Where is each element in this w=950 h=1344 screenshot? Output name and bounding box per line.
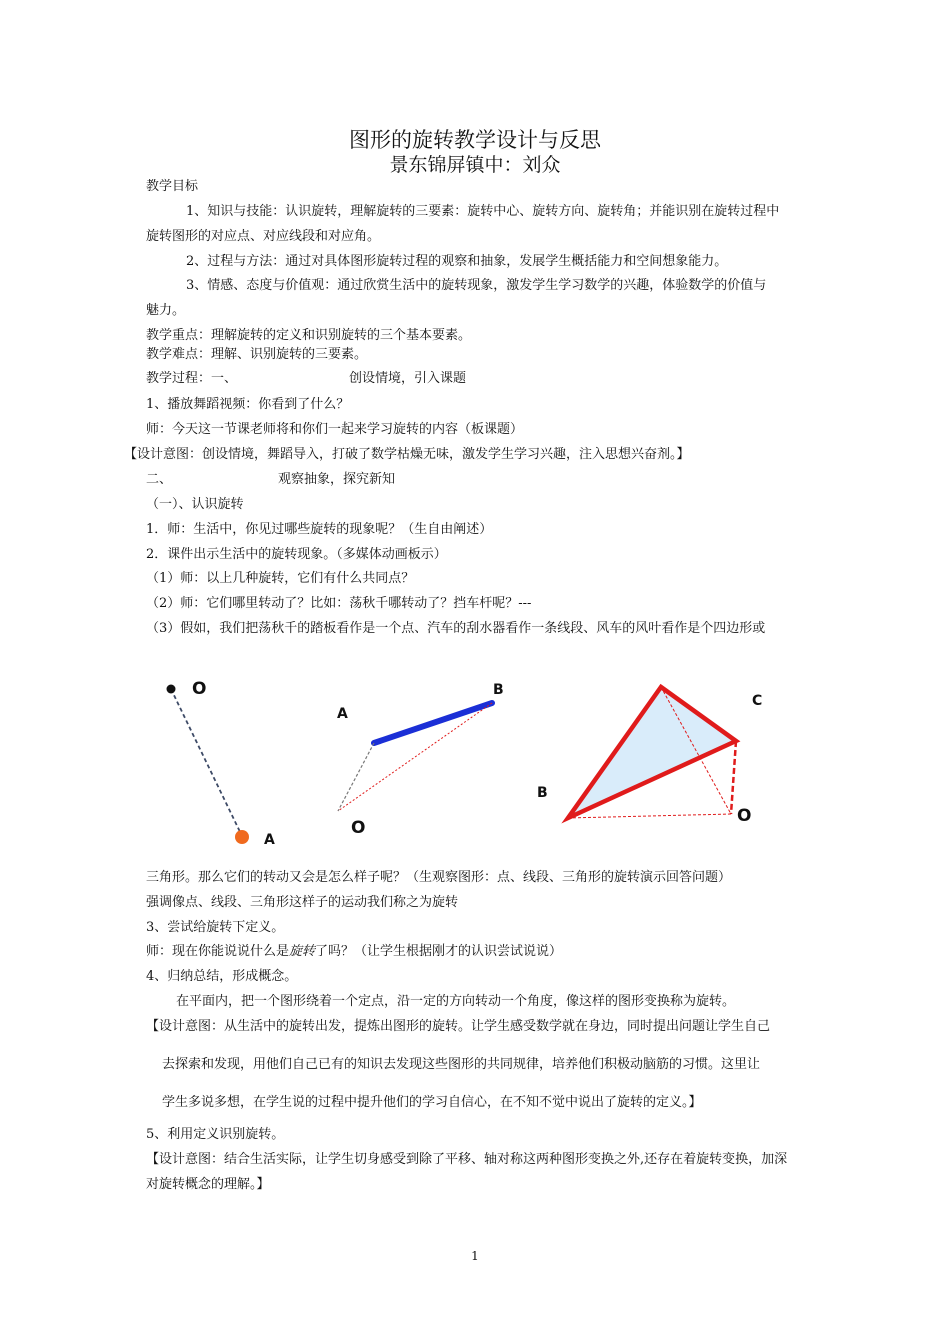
fig1-center-label: O (192, 679, 207, 699)
point-a-dot (235, 830, 249, 844)
design-intent-2-cont-1: 去探索和发现，用他们自己已有的知识去发现这些图形的共同规律，培养他们积极动脑筋的习惯。这里让 (162, 1057, 761, 1072)
fig2-point-b-label: B (493, 682, 504, 698)
rotation-definition: 在平面内，把一个图形绕着一个定点，沿一定的方向转动一个角度，像这样的图形变换称为旋转。 (176, 994, 736, 1009)
point-path-line (171, 689, 242, 836)
process-item-4: 4、归纳总结，形成概念。 (146, 969, 298, 984)
question-2-1: （1）师：以上几种旋转，它们有什么共同点？ (146, 571, 415, 586)
teacher-question (146, 943, 562, 961)
fig2-center-label: O (351, 818, 366, 838)
process-item-3: 3、尝试给旋转下定义。 (146, 920, 285, 935)
objective-3-cont: 魅力。 (146, 303, 186, 318)
emphasis-rotation: 强调像点、线段、三角形这样子的运动我们称之为旋转 (146, 895, 459, 910)
triangle-rotated-side (731, 741, 736, 814)
subsection-recognize: （一）、认识旋转 (146, 497, 244, 512)
rotation-center-dot (167, 685, 176, 694)
teaching-focus: 教学重点：理解旋转的定义和识别旋转的三个基本要素。 (146, 328, 472, 343)
segment-ab (374, 703, 492, 743)
process-step-1-label: 教学过程：一、 (146, 371, 238, 386)
process-item-5: 5、利用定义识别旋转。 (146, 1127, 285, 1142)
teacher-intro: 师：今天这一节课老师将和你们一起来学习旋转的内容（板课题） (146, 422, 524, 437)
rotation-diagram (150, 668, 790, 858)
question-2-2: （2）师：它们哪里转动了？比如：荡秋千哪转动了？挡车杆呢？--- (146, 596, 532, 611)
question-2-3: （3）假如，我们把荡秋千的踏板看作是一个点、汽车的刮水器看作一条线段、风车的风叶看作是个四边形或 (146, 621, 766, 636)
segment-guide-a (338, 743, 374, 811)
process-step-1-title: 创设情境，引入课题 (349, 371, 467, 386)
question-1: 1．师：生活中，你见过哪些旋转的现象呢？（生自由阐述） (146, 522, 493, 537)
design-intent-3: 【设计意图：结合生活实际，让学生切身感受到除了平移、轴对称这两种图形变换之外,还存在着旋转变换，加深 (146, 1152, 788, 1167)
segment-guide-b (338, 703, 492, 811)
triangle-guide-2 (568, 814, 731, 818)
process-step-2-label: 二、 (146, 472, 173, 487)
fig3-center-label: O (737, 806, 752, 826)
objective-1-cont: 旋转图形的对应点、对应线段和对应角。 (146, 229, 381, 244)
objective-3: 3、情感、态度与价值观：通过欣赏生活中的旋转现象，激发学生学习数学的兴趣，体验数学的价值与 (186, 278, 767, 293)
fig2-point-a-label: A (337, 706, 348, 722)
objective-1: 1、知识与技能：认识旋转，理解旋转的三要素：旋转中心、旋转方向、旋转角；并能识别在旋转过程中 (186, 204, 780, 219)
question-2-3-cont: 三角形。那么它们的转动又会是怎么样子呢？（生观察图形：点、线段、三角形的旋转演示回答问题） (146, 870, 732, 885)
fig3-point-c-label: C (752, 693, 763, 709)
question-2: 2．课件出示生活中的旋转现象。（多媒体动画板示） (146, 547, 447, 562)
teaching-difficulty: 教学难点：理解、识别旋转的三要素。 (146, 347, 368, 362)
teacher-question-term: 旋转 (289, 944, 316, 959)
fig1-point-label: A (264, 832, 275, 848)
objective-2: 2、过程与方法：通过对具体图形旋转过程的观察和抽象，发展学生概括能力和空间想象能力。 (186, 254, 728, 269)
design-intent-2: 【设计意图：从生活中的旋转出发，提炼出图形的旋转。让学生感受数学就在身边，同时提出问题让学生自己 (146, 1019, 771, 1034)
document-author: 景东锦屏镇中：刘众 (389, 154, 561, 176)
rotation-figure (150, 668, 790, 858)
design-intent-2-cont-2: 学生多说多想，在学生说的过程中提升他们的学习自信心，在不知不觉中说出了旋转的定义。】 (162, 1095, 702, 1110)
teacher-question-end: 了吗？（让学生根据刚才的认识尝试说说） (315, 944, 563, 959)
design-intent-1: 【设计意图：创设情境，舞蹈导入，打破了数学枯燥无味，激发学生学习兴趣，注入思想兴奋剂。】 (124, 447, 690, 462)
teacher-question-start: 师：现在你能说说什么是 (146, 944, 290, 959)
process-item-1: 1、播放舞蹈视频：你看到了什么？ (146, 397, 350, 412)
page-number: 1 (471, 1249, 479, 1263)
document-title: 图形的旋转教学设计与反思 (349, 128, 601, 152)
section-objectives: 教学目标 (146, 179, 199, 194)
process-step-2-title: 观察抽象，探究新知 (278, 472, 396, 487)
fig3-point-b-label: B (537, 785, 548, 801)
design-intent-3-cont: 对旋转概念的理解。】 (146, 1177, 270, 1192)
